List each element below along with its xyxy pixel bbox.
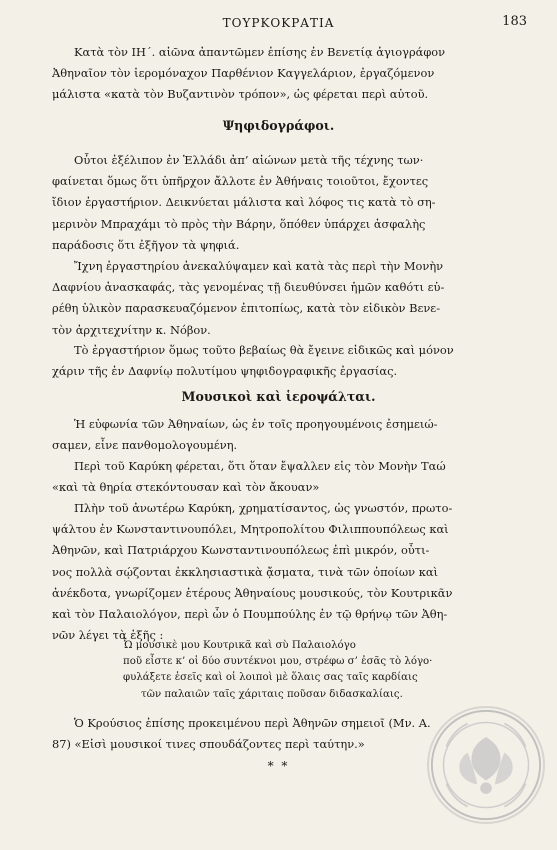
text-line: Κατὰ τὸν ΙΗ΄. αἰῶνα ἀπαντῶμεν ἐπίσης ἐν Βενετίᾳ ἁγιογράφον <box>74 45 446 59</box>
poem-line: τῶν παλαιῶν ταῖς χάριταις ποῦσαν διδασκαλίαις. <box>141 688 403 700</box>
musicians-paragraph-2 <box>52 456 492 498</box>
section-title-musicians: Μουσικοὶ καὶ ἱεροψάλται. <box>181 389 376 404</box>
quoted-poem <box>105 638 432 703</box>
text-line: Ὁ Κρούσιος ἐπίσης προκειμένου περὶ Ἀθηνῶν σημειοῖ (Μν. Α. <box>74 716 431 730</box>
text-line: παράδοσις ὅτι ἐξῆγον τὰ ψηφιά. <box>52 237 240 252</box>
text-line: ψάλτου ἐν Κωνσταντινουπόλει, Μητροπολίτου Φιλιππουπόλεως καὶ <box>52 522 449 537</box>
section-ornament: * * <box>267 759 290 773</box>
section-title-mosaicists: Ψηφιδογράφοι. <box>222 118 335 133</box>
library-stamp-watermark <box>427 706 545 824</box>
text-line: νῶν λέγει τὰ ἑξῆς : <box>52 628 164 643</box>
text-line: ἀνέκδοτα, γνωρίζομεν ἑτέρους Ἀθηναίους μουσικούς, τὸν Κουτρικᾶν <box>52 585 453 600</box>
text-line: Πλὴν τοῦ ἀνωτέρω Καρύκη, χρηματίσαντος, ὡς γνωστόν, πρωτο- <box>74 501 453 515</box>
mosaicists-paragraph-2 <box>52 256 492 341</box>
poem-line: ποῦ εἶστε κ’ οἱ δύο συντέκνοι μου, στρέφω σ’ ἐσᾶς τὸ λόγο· <box>123 656 433 668</box>
musicians-paragraph-1 <box>52 414 492 456</box>
text-line: φαίνεται ὅμως ὅτι ὑπῆρχον ἄλλοτε ἐν Ἀθήναις τοιοῦτοι, ἔχοντες <box>52 174 429 189</box>
text-line: νος πολλὰ σῴζονται ἐκκλησιαστικὰ ᾄσματα, τινὰ τῶν ὁποίων καὶ <box>52 564 438 579</box>
text-line: ἴδιον ἐργαστήριον. Δεικνύεται μάλιστα καὶ λόφος τις κατὰ τὸ ση- <box>52 195 436 210</box>
closing-paragraph <box>52 713 492 755</box>
text-line: Ἴχνη ἐργαστηρίου ἀνεκαλύψαμεν καὶ κατὰ τὰς περὶ τὴν Μονὴν <box>74 259 444 273</box>
text-line: 87) «Εἰσὶ μουσικοί τινες σπουδάζοντες περὶ ταύτην.» <box>52 737 365 752</box>
text-line: χάριν τῆς ἐν Δαφνίῳ πολυτίμου ψηφιδογραφικῆς ἐργασίας. <box>52 364 398 379</box>
text-line: μάλιστα «κατὰ τὸν Βυζαντινὸν τρόπον», ὡς φέρεται περὶ αὐτοῦ. <box>52 87 429 102</box>
text-line: «καὶ τὰ θηρία στεκόντουσαν καὶ τὸν ἄκουαν» <box>52 480 320 495</box>
text-line: Οὗτοι ἐξέλιπον ἐν Ἑλλάδι ἀπ’ αἰώνων μετὰ τῆς τέχνης των· <box>74 153 424 167</box>
text-line: μερινὸν Μπραχάμι τὸ πρὸς τὴν Βάρην, ὅπόθεν ὑπάρχει ἀσφαλὴς <box>52 216 426 231</box>
poem-line: Ὦ μουσικὲ μου Κουτρικᾶ καὶ σὺ Παλαιολόγο <box>123 640 356 651</box>
running-head: ΤΟΥΡΚΟΚΡΑΤΙΑ <box>222 16 335 30</box>
mosaicists-paragraph-1 <box>52 150 492 256</box>
text-line: Ἡ εὐφωνία τῶν Ἀθηναίων, ὡς ἐν τοῖς προηγουμένοις ἐσημειώ- <box>74 417 438 431</box>
text-line: Ἀθηνῶν, καὶ Πατριάρχου Κωνσταντινουπόλεως ἐπὶ μικρόν, οὗτι- <box>52 543 430 558</box>
poem-line: φυλάξετε ἐσεῖς καὶ οἱ λοιποὶ μὲ ὅλαις σας ταῖς καρδίαις <box>123 672 418 684</box>
text-line: Περὶ τοῦ Καρύκη φέρεται, ὅτι ὅταν ἔψαλλεν εἰς τὸν Μονὴν Ταώ <box>74 459 446 473</box>
text-line: ρέθη ὑλικὸν παρασκευαζόμενον ἐπιτοπίως, κατὰ τὸν εἰδικὸν Βενε- <box>52 301 441 316</box>
text-line: καὶ τὸν Παλαιολόγον, περὶ ὧν ὁ Πουμπούλης ἐν τῷ θρήνῳ τῶν Ἀθη- <box>52 607 448 622</box>
page-header <box>0 14 557 34</box>
text-line: Τὸ ἐργαστήριον ὅμως τοῦτο βεβαίως θὰ ἔγεινε εἰδικῶς καὶ μόνον <box>74 343 454 357</box>
musicians-paragraph-3 <box>52 498 492 646</box>
page-number: 183 <box>502 14 527 29</box>
intro-paragraph <box>52 42 492 106</box>
text-line: Δαφνίου ἀνασκαφάς, τὰς γενομένας τῇ διευθύνσει ἡμῶν καθότι εὑ- <box>52 280 445 295</box>
text-line: τὸν ἀρχιτεχνίτην κ. Νόβον. <box>52 322 211 337</box>
mosaicists-paragraph-3 <box>52 340 492 382</box>
text-line: Ἀθηναῖον τὸν ἱερομόναχον Παρθένιον Καγγελάριον, ἐργαζόμενον <box>52 66 435 81</box>
text-line: σαμεν, εἶνε πανθομολογουμένη. <box>52 438 238 453</box>
